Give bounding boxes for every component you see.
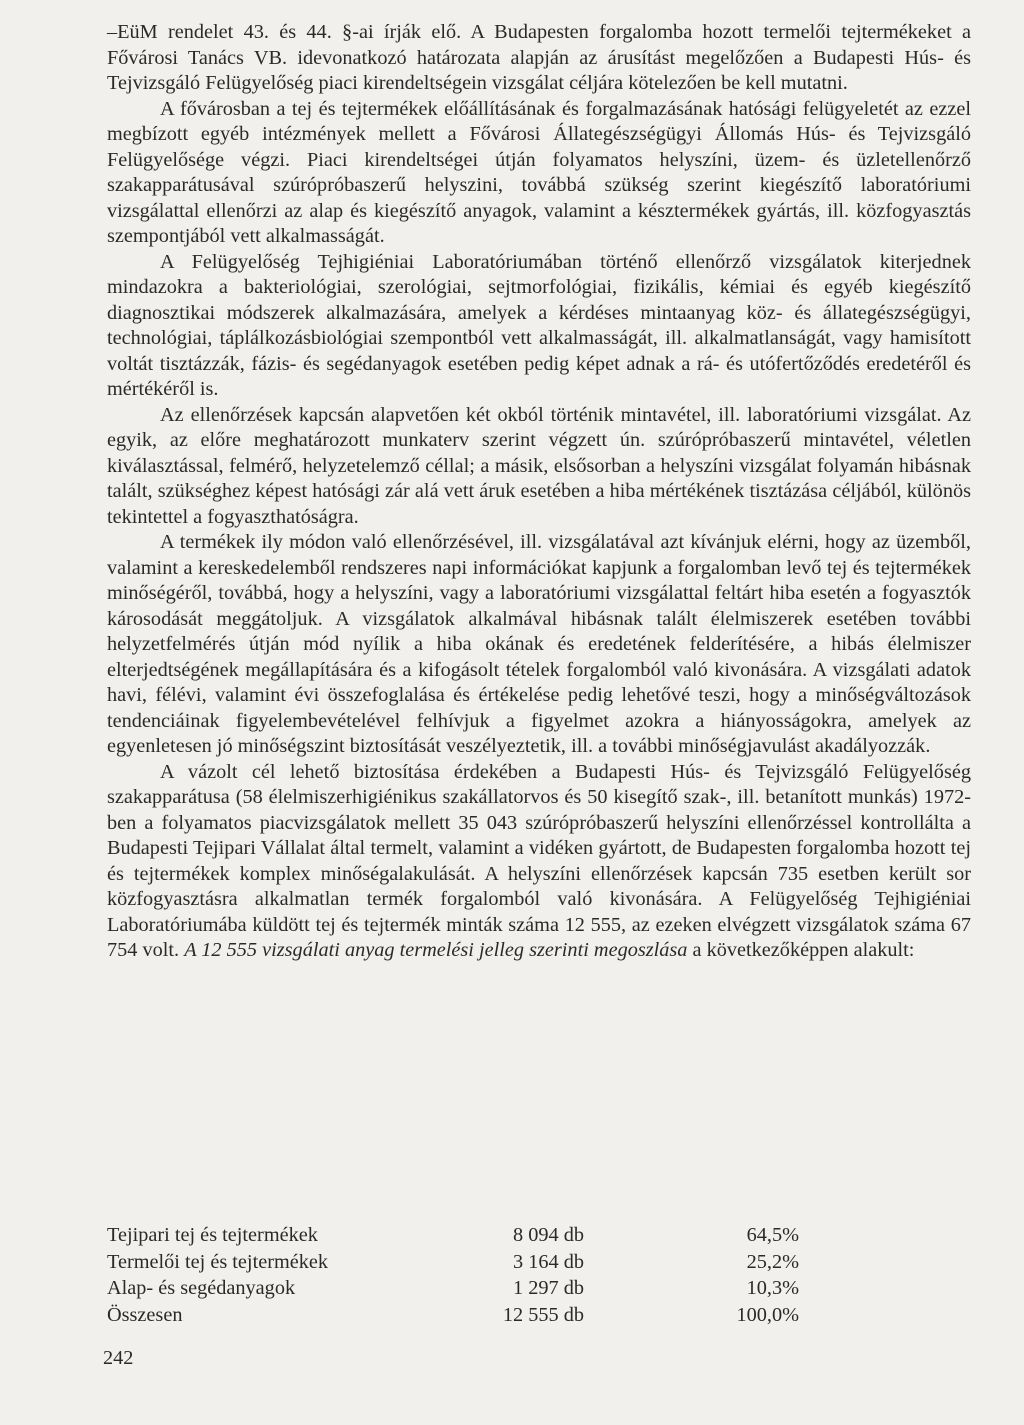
table-row-total xyxy=(107,1302,807,1329)
table-row xyxy=(107,1249,807,1276)
paragraph-3: A Felügyelőség Tejhigiéniai Laboratóriumában történő ellenőrző vizsgálatok kiterjednek mindazokra a bakteriológiai, szerológiai, sejtmorfológiai, fizikális, kémiai és egyéb kiegészítő diagnosztikai módszerek alkalmazására, amelyek a kérdéses mintaanyag köz- és állategészségügyi, technológiai, táplálkozásbiológiai szempontból vett alkalmasságát, ill. alkalmatlanságát, vagy hamisított voltát tisztázzák, fázis- és segédanyagok esetében pedig képet adnak a rá- és utófertőződés eredetéről és mértékéről is. xyxy=(107,250,971,400)
row-count: 1 297 db xyxy=(513,1277,584,1299)
row-label: Tejipari tej és tejtermékek xyxy=(107,1224,318,1246)
paragraph-6 xyxy=(107,760,971,964)
table-row xyxy=(107,1222,807,1249)
row-percent: 64,5% xyxy=(746,1224,799,1246)
table-row xyxy=(107,1275,807,1302)
row-label: Termelői tej és tejtermékek xyxy=(107,1250,329,1273)
row-percent: 100,0% xyxy=(736,1303,799,1326)
row-count: 3 164 db xyxy=(513,1250,584,1273)
paragraph-1: –EüM rendelet 43. és 44. §-ai írják elő. A Budapesten forgalomba hozott termelői tejtermékeket a Fővárosi Tanács VB. idevonatkozó határozata alapján az árusítást megelőzően a Budapesti Hús- és Tejvizsgáló Felügyelőség piaci kirendeltségein vizsgálat céljára kötelezően be kell mutatni. xyxy=(107,21,971,94)
row-percent: 25,2% xyxy=(746,1250,799,1273)
row-count: 12 555 db xyxy=(502,1303,584,1326)
row-label: Összesen xyxy=(107,1303,183,1326)
italic-phrase: A 12 555 vizsgálati anyag termelési jelleg szerinti megoszlása xyxy=(184,939,688,961)
paragraph-2: A fővárosban a tej és tejtermékek előállításának és forgalmazásának hatósági felügyeletét az ezzel megbízott egyéb intézmények mellett a Fővárosi Állategészségügyi Állomás Hús- és Tejvizsgáló Felügyelősége végzi. Piaci kirendeltségei útján folyamatos helyszíni, üzem- és üzletellenőrző szakapparátusával szúrópróbaszerű helyszini, továbbá szükség szerint kiegészítő laboratóriumi vizsgálattal ellenőrzi az alap és kiegészítő anyagok, valamint a késztermékek gyártás, ill. közfogyasztás szempontjából vett alkalmasságát. xyxy=(107,97,971,247)
paragraph-6-text: A vázolt cél lehető biztosítása érdekében a Budapesti Hús- és Tejvizsgáló Felügyelőség szakapparátusa (58 élelmiszerhigiénikus szakállatorvos és 50 kisegítő szak-, ill. betanított munkás) 1972-ben a folyamatos piacvizsgálatok mellett 35 043 szúrópróbaszerű helyszíni ellenőrzéssel kontrollálta a Budapesti Tejipari Vállalat által termelt, valamint a vidéken gyártott, de Budapesten forgalomba hozott tej és tejtermékek komplex minőségalakulását. A helyszíni ellenőrzések kapcsán 735 esetben került sor közfogyasztásra alkalmatlan termék forgalomból való kivonására. A Felügyelőség Tejhigiéniai Laboratóriumába küldött tej és tejtermék minták száma 12 555, az ezeken elvégzett vizsgálatok száma 67 754 volt. xyxy=(107,760,971,961)
paragraph-6-ending: a következőképpen alakult: xyxy=(692,939,915,961)
statistics-table xyxy=(107,1222,807,1328)
page-number: 242 xyxy=(103,1347,134,1369)
paragraph-5: A termékek ily módon való ellenőrzésével, ill. vizsgálatával azt kívánjuk elérni, hogy az üzemből, valamint a kereskedelemből rendszeres napi információkat kapjunk a forgalomban levő tej és tejtermékek minőségéről, továbbá, hogy a helyszíni, vagy a laboratóriumi vizsgálattal feltárt hiba esetén a fogyasztók károsodását meggátoljuk. A vizsgálatok alkalmával hibásnak talált élelmiszerek esetében további helyzetfelmérés útján mód nyílik a hiba okának és eredetének felderítésére, a hibás élelmiszer elterjedtségének megállapítására és a kifogásolt tételek forgalomból való kivonására. A vizsgálati adatok havi, félévi, valamint évi összefoglalása és értékelése pedig lehetővé teszi, hogy a minőségváltozások tendenciáinak figyelembevételével felhívjuk a figyelmet azokra a hiányosságokra, amelyek az egyenletesen jó minőségszint biztosítását veszélyeztetik, ill. a további minőségjavulást akadályozzák. xyxy=(107,531,971,757)
row-percent: 10,3% xyxy=(746,1277,799,1299)
body-text xyxy=(107,20,971,964)
paragraph-4: Az ellenőrzések kapcsán alapvetően két okból történik mintavétel, ill. laboratóriumi vizsgálat. Az egyik, az előre meghatározott munkaterv szerint végzett ún. szúrópróbaszerű mintavétel, véletlen kiválasztással, felmérő, helyzetelemző céllal; a másik, elsősorban a helyszíni vizsgálat folyamán hibásnak talált, szükséghez képest hatósági zár alá vett áruk esetében a hiba mértékének tisztázása céljából, különös tekintettel a fogyaszthatóságra. xyxy=(107,403,971,528)
row-count: 8 094 db xyxy=(513,1224,584,1246)
row-label: Alap- és segédanyagok xyxy=(107,1277,296,1299)
